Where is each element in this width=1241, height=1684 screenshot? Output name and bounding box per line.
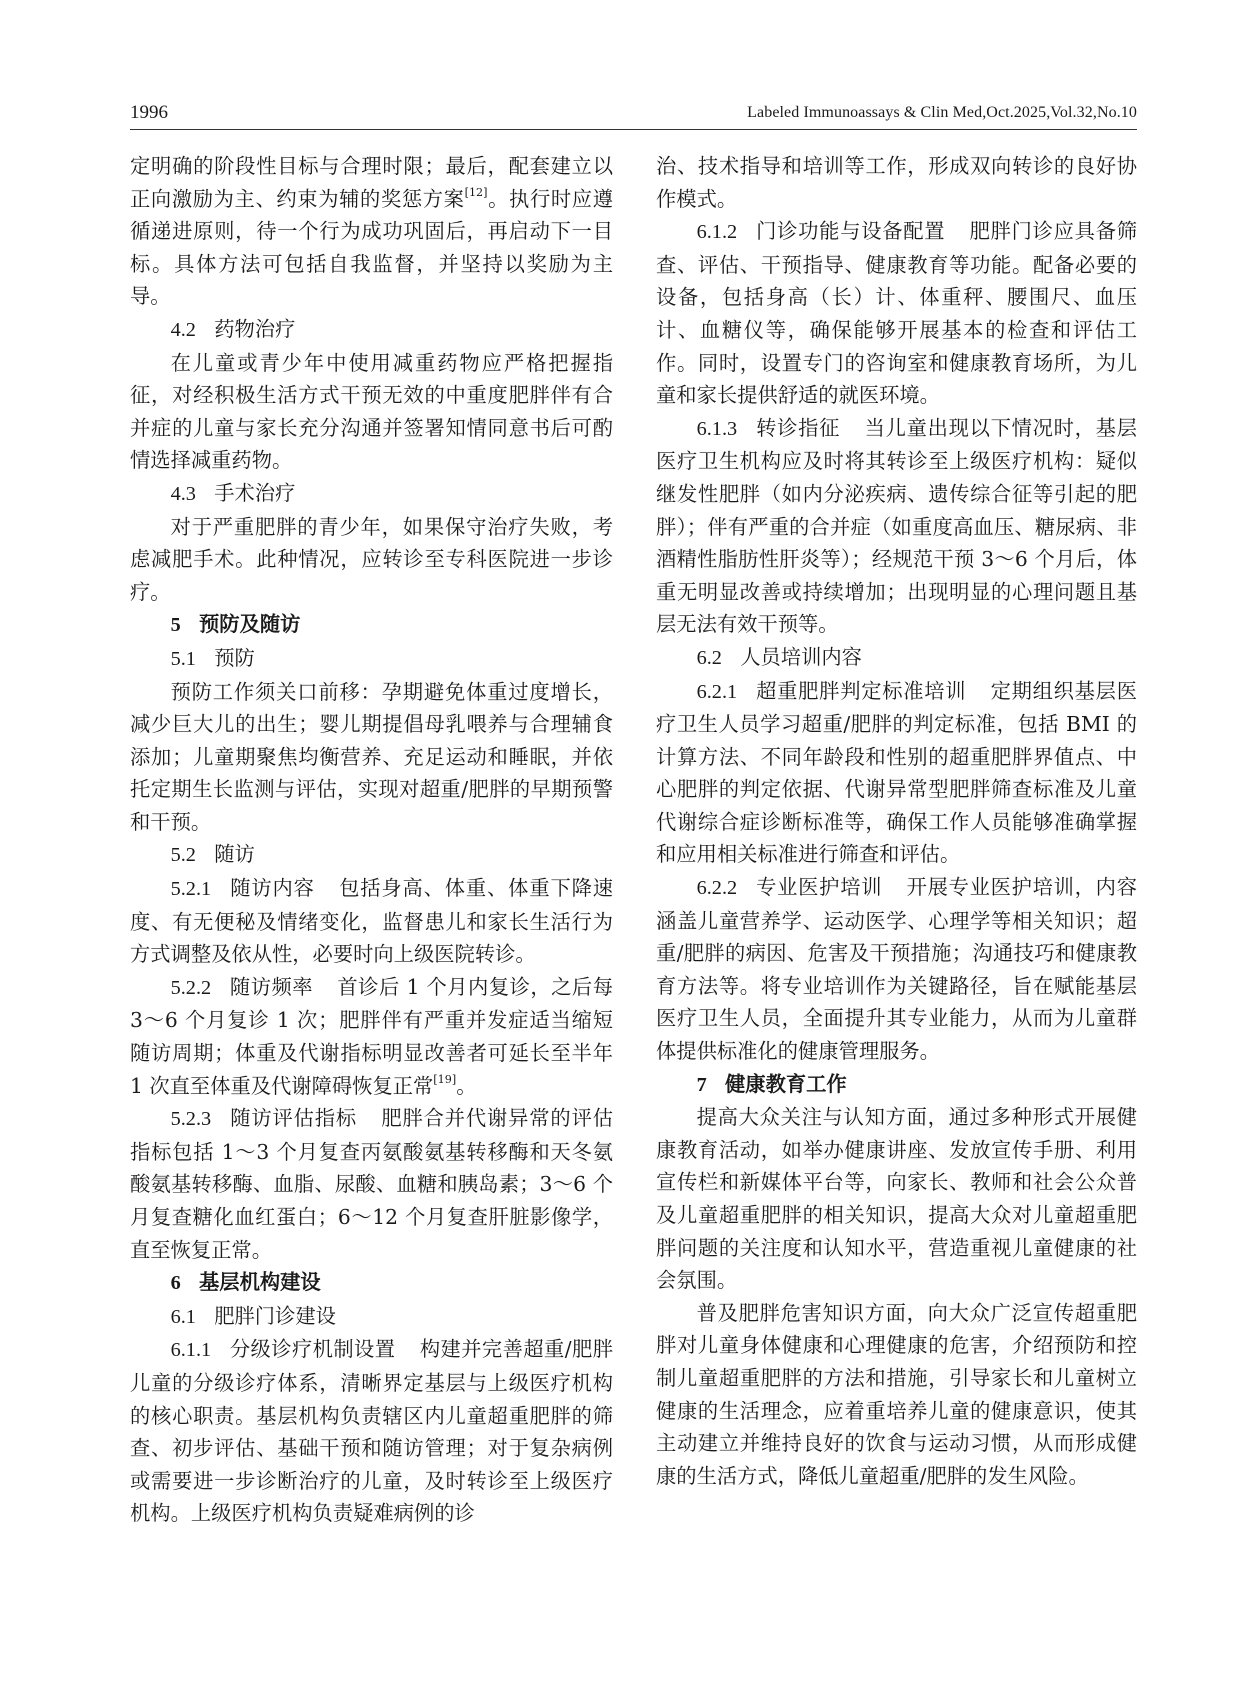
paragraph: [656, 215, 1137, 412]
section-title: 肥胖门诊建设: [214, 1303, 336, 1328]
page-number: 1996: [130, 102, 168, 123]
running-header: Labeled Immunoassays & Clin Med,Oct.2025,Vol.32,No.10: [747, 104, 1137, 121]
section-title: 超重肥胖判定标准培训: [755, 678, 967, 703]
left-column: [130, 150, 613, 1530]
paragraph: 提高大众关注与认知方面，通过多种形式开展健康教育活动，如举办健康讲座、发放宣传手册、利用宣传栏和新媒体平台等，向家长、教师和社会公众普及儿童超重肥胖的相关知识，提高大众对儿童超重肥胖问题的关注度和认知水平，营造重视儿童健康的社会氛围。: [656, 1105, 1137, 1293]
header-rule: [130, 129, 1137, 130]
section-heading-6-1: [130, 1300, 613, 1334]
section-title: 门诊功能与设备配置: [755, 219, 946, 244]
section-number: 5.1: [170, 647, 196, 670]
section-title: 人员培训内容: [740, 644, 862, 669]
section-title: 专业医护培训: [755, 875, 883, 900]
section-number: 6.1.3: [696, 417, 738, 440]
paragraph-text: 当儿童出现以下情况时，基层医疗卫生机构应及时将其转诊至上级医疗机构：疑似继发性肥胖（如内分泌疾病、遗传综合征等引起的肥胖）；伴有严重的合并症（如重度高血压、糖尿病、非酒精性脂肪性肝炎等）；经规范干预 3～6 个月后，体重无明显改善或持续增加；出现明显的心理问题且基层无法有效干预等。: [656, 415, 1137, 637]
section-number: 5.2.2: [170, 976, 212, 999]
paragraph-text: 开展专业医护培训，内容涵盖儿童营养学、运动医学、心理学等相关知识；超重/肥胖的病因、危害及干预措施；沟通技巧和健康教育方法等。将专业培训作为关键路径，旨在赋能基层医疗卫生人员，全面提升其专业能力，从而为儿童群体提供标准化的健康管理服务。: [656, 875, 1137, 1064]
section-title: 随访频率: [229, 974, 314, 999]
paragraph-text: 。: [456, 1073, 477, 1098]
section-heading-5-2: [130, 838, 613, 872]
section-title: 分级诊疗机制设置: [229, 1337, 396, 1362]
section-title: 随访: [214, 842, 255, 867]
paragraph-text: 定期组织基层医疗卫生人员学习超重/肥胖的判定标准，包括 BMI 的计算方法、不同年龄段和性别的超重肥胖界值点、中心肥胖的判定依据、代谢异常型肥胖筛查标准及儿童代谢综合症诊断标准等，确保工作人员能够准确掌握和应用相关标准进行筛查和评估。: [656, 678, 1137, 867]
section-title: 转诊指征: [755, 415, 841, 440]
paragraph: [130, 150, 613, 313]
section-number: 6: [170, 1272, 181, 1295]
paragraph: [130, 971, 613, 1102]
paragraph-text: 定明确的阶段性目标与合理时限；最后，配套建立以正向激励为主、约束为辅的奖惩方案: [130, 154, 613, 211]
paragraph: [656, 871, 1137, 1068]
paragraph-text: 首诊后 1 个月内复诊，之后每 3～6 个月复诊 1 次；肥胖伴有严重并发症适当缩短随访周期；体重及代谢指标明显改善者可延长至半年 1 次直至体重及代谢障碍恢复正常: [130, 974, 613, 1098]
paragraph: 在儿童或青少年中使用减重药物应严格把握指征，对经积极生活方式干预无效的中重度肥胖伴有合并症的儿童与家长充分沟通并签署知情同意书后可酌情选择减重药物。: [130, 350, 613, 473]
section-title: 随访评估指标: [229, 1106, 358, 1131]
section-number: 6.2.1: [696, 680, 738, 703]
paragraph: [656, 412, 1137, 641]
paragraph: 治、技术指导和培训等工作，形成双向转诊的良好协作模式。: [656, 154, 1137, 211]
section-number: 5.2.1: [170, 878, 212, 901]
paragraph: [656, 675, 1137, 872]
paragraph: 对于严重肥胖的青少年，如果保守治疗失败，考虑减肥手术。此种情况，应转诊至专科医院进一步诊疗。: [130, 514, 613, 604]
section-heading-6-2: [656, 641, 1137, 675]
citation: [12]: [464, 185, 488, 199]
section-title: 药物治疗: [214, 316, 296, 341]
section-number: 4.2: [170, 318, 196, 341]
section-title: 随访内容: [229, 876, 315, 901]
section-title: 基层机构建设: [199, 1270, 321, 1295]
section-number: 5.2.3: [170, 1108, 212, 1131]
section-heading-4-2: [130, 313, 613, 347]
paragraph: [130, 1102, 613, 1266]
section-number: 6.1: [170, 1305, 196, 1328]
section-number: 6.1.1: [170, 1339, 212, 1362]
section-title: 预防: [214, 645, 255, 670]
section-title: 预防及随访: [199, 612, 301, 637]
section-number: 6.2: [696, 646, 722, 669]
paragraph-text: 肥胖合并代谢异常的评估指标包括 1～3 个月复查丙氨酸氨基转移酶和天冬氨酸氨基转移酶、血脂、尿酸、血糖和胰岛素；3～6 个月复查糖化血红蛋白；6～12 个月复查肝脏影像学，直至恢复正常。: [130, 1106, 613, 1262]
right-column: [656, 150, 1137, 1492]
citation: [19]: [433, 1072, 457, 1086]
paragraph: [130, 1333, 613, 1530]
section-title: 手术治疗: [214, 480, 296, 505]
paragraph-text: 肥胖门诊应具备筛查、评估、干预指导、健康教育等功能。配备必要的设备，包括身高（长）计、体重秤、腰围尺、血压计、血糖仪等，确保能够开展基本的检查和评估工作。同时，设置专门的咨询室和健康教育场所，为儿童和家长提供舒适的就医环境。: [656, 219, 1137, 408]
paragraph: 预防工作须关口前移：孕期避免体重过度增长，减少巨大儿的出生；婴儿期提倡母乳喂养与合理辅食添加；儿童期聚焦均衡营养、充足运动和睡眠，并依托定期生长监测与评估，实现对超重/肥胖的早期预警和干预。: [130, 679, 613, 834]
section-heading-7: [656, 1068, 1137, 1102]
section-title: 健康教育工作: [725, 1071, 847, 1096]
section-number: 5: [170, 614, 181, 637]
section-number: 4.3: [170, 482, 196, 505]
section-heading-5: [130, 608, 613, 642]
paragraph-text: 构建并完善超重/肥胖儿童的分级诊疗体系，清晰界定基层与上级医疗机构的核心职责。基层机构负责辖区内儿童超重肥胖的筛查、初步评估、基础干预和随访管理；对于复杂病例或需要进一步诊断治疗的儿童，及时转诊至上级医疗机构。上级医疗机构负责疑难病例的诊: [130, 1337, 613, 1526]
paragraph: [130, 872, 613, 971]
section-heading-5-1: [130, 642, 613, 676]
section-number: 6.2.2: [696, 877, 738, 900]
section-number: 6.1.2: [696, 221, 738, 244]
paragraph-text: 包括身高、体重、体重下降速度、有无便秘及情绪变化，监督患儿和家长生活行为方式调整及依从性，必要时向上级医院转诊。: [130, 876, 613, 967]
section-heading-4-3: [130, 477, 613, 511]
section-number: 5.2: [170, 844, 196, 867]
section-number: 7: [696, 1073, 707, 1096]
section-heading-6: [130, 1266, 613, 1300]
paragraph-text: 。执行时应遵循递进原则，待一个行为成功巩固后，再启动下一目标。具体方法可包括自我监督，并坚持以奖励为主导。: [130, 186, 613, 309]
paragraph: 普及肥胖危害知识方面，向大众广泛宣传超重肥胖对儿童身体健康和心理健康的危害，介绍预防和控制儿童超重肥胖的方法和措施，引导家长和儿童树立健康的生活理念，应着重培养儿童的健康意识，使其主动建立并维持良好的饮食与运动习惯，从而形成健康的生活方式，降低儿童超重/肥胖的发生风险。: [656, 1300, 1137, 1488]
